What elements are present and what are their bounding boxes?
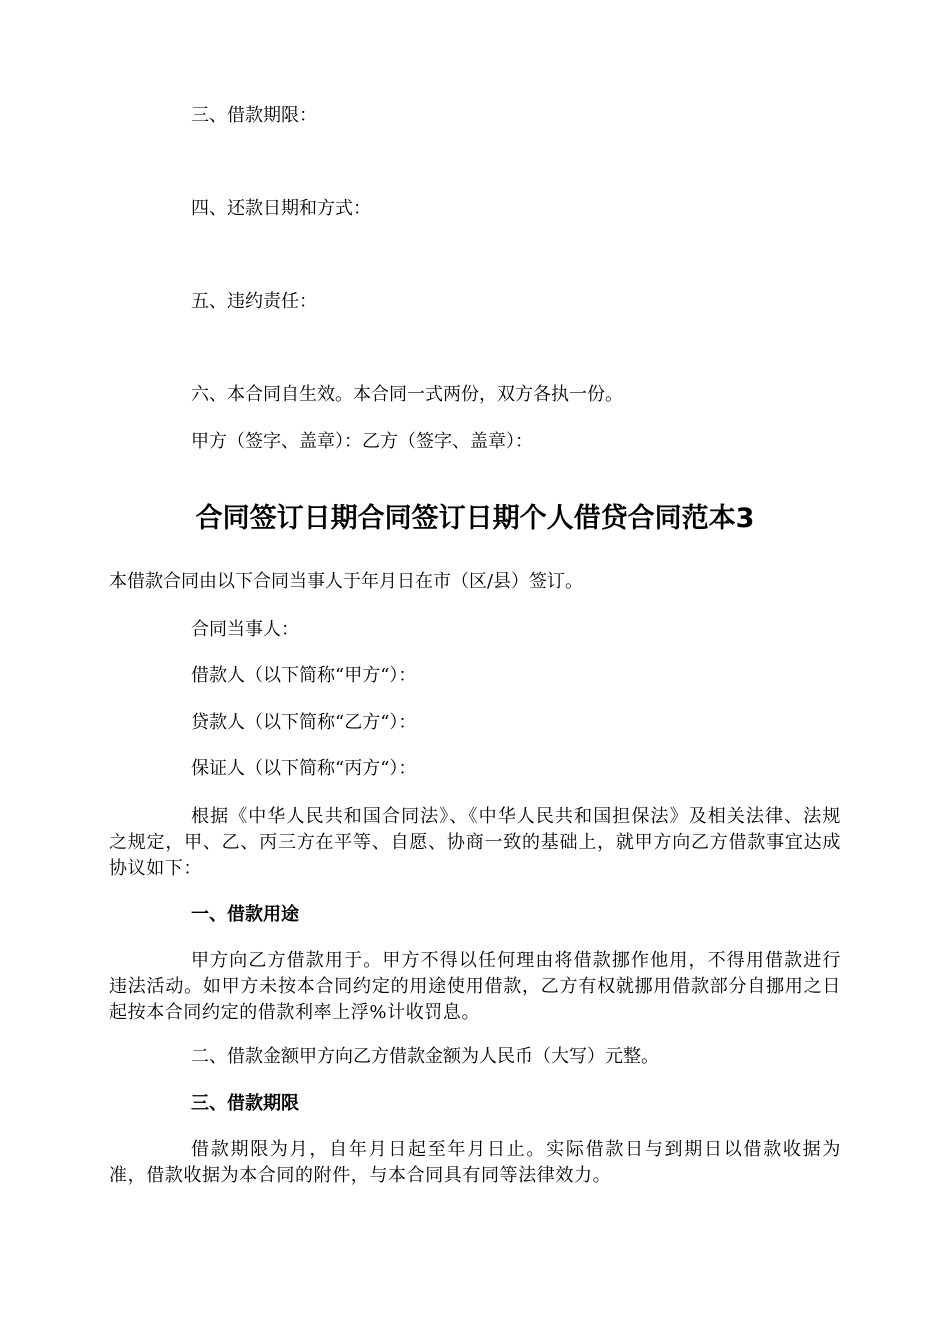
preamble-paragraph: 根据《中华人民共和国合同法》、《中华人民共和国担保法》及相关法律、法规之规定，甲、乙、丙三方在平等、自愿、协商一致的基础上，就甲方向乙方借款事宜达成协议如下： <box>109 806 841 879</box>
party-lender: 贷款人（以下简称“乙方“）： <box>191 712 417 733</box>
section-heading-term: 三、借款期限 <box>191 1093 299 1114</box>
clause-loan-amount: 二、借款金额甲方向乙方借款金额为人民币（大写）元整。 <box>191 1046 659 1067</box>
purpose-paragraph: 甲方向乙方借款用于。甲方不得以任何理由将借款挪作他用，不得用借款进行违法活动。如甲方未按本合同约定的用途使用借款，乙方有权就挪用借款部分自挪用之日起按本合同约定的借款利率上浮%计收罚息。 <box>109 950 841 1023</box>
section-heading-purpose: 一、借款用途 <box>191 904 299 925</box>
clause-breach: 五、违约责任： <box>191 291 317 312</box>
clause-effect: 六、本合同自生效。本合同一式两份，双方各执一份。 <box>191 384 623 405</box>
party-borrower: 借款人（以下简称“甲方“）： <box>191 665 417 686</box>
term-paragraph: 借款期限为月，自年月日起至年月日止。实际借款日与到期日以借款收据为准，借款收据为本合同的附件，与本合同具有同等法律效力。 <box>109 1139 841 1186</box>
contract-intro: 本借款合同由以下合同当事人于年月日在市（区/县）签订。 <box>109 571 584 592</box>
signature-line: 甲方（签字、盖章）：乙方（签字、盖章）： <box>191 431 533 452</box>
parties-label: 合同当事人： <box>191 619 299 640</box>
party-guarantor: 保证人（以下简称“丙方“）： <box>191 758 417 779</box>
clause-loan-term: 三、借款期限： <box>191 105 317 126</box>
contract-title: 合同签订日期合同签订日期个人借贷合同范本3 <box>195 503 755 534</box>
clause-repayment: 四、还款日期和方式： <box>191 198 371 219</box>
